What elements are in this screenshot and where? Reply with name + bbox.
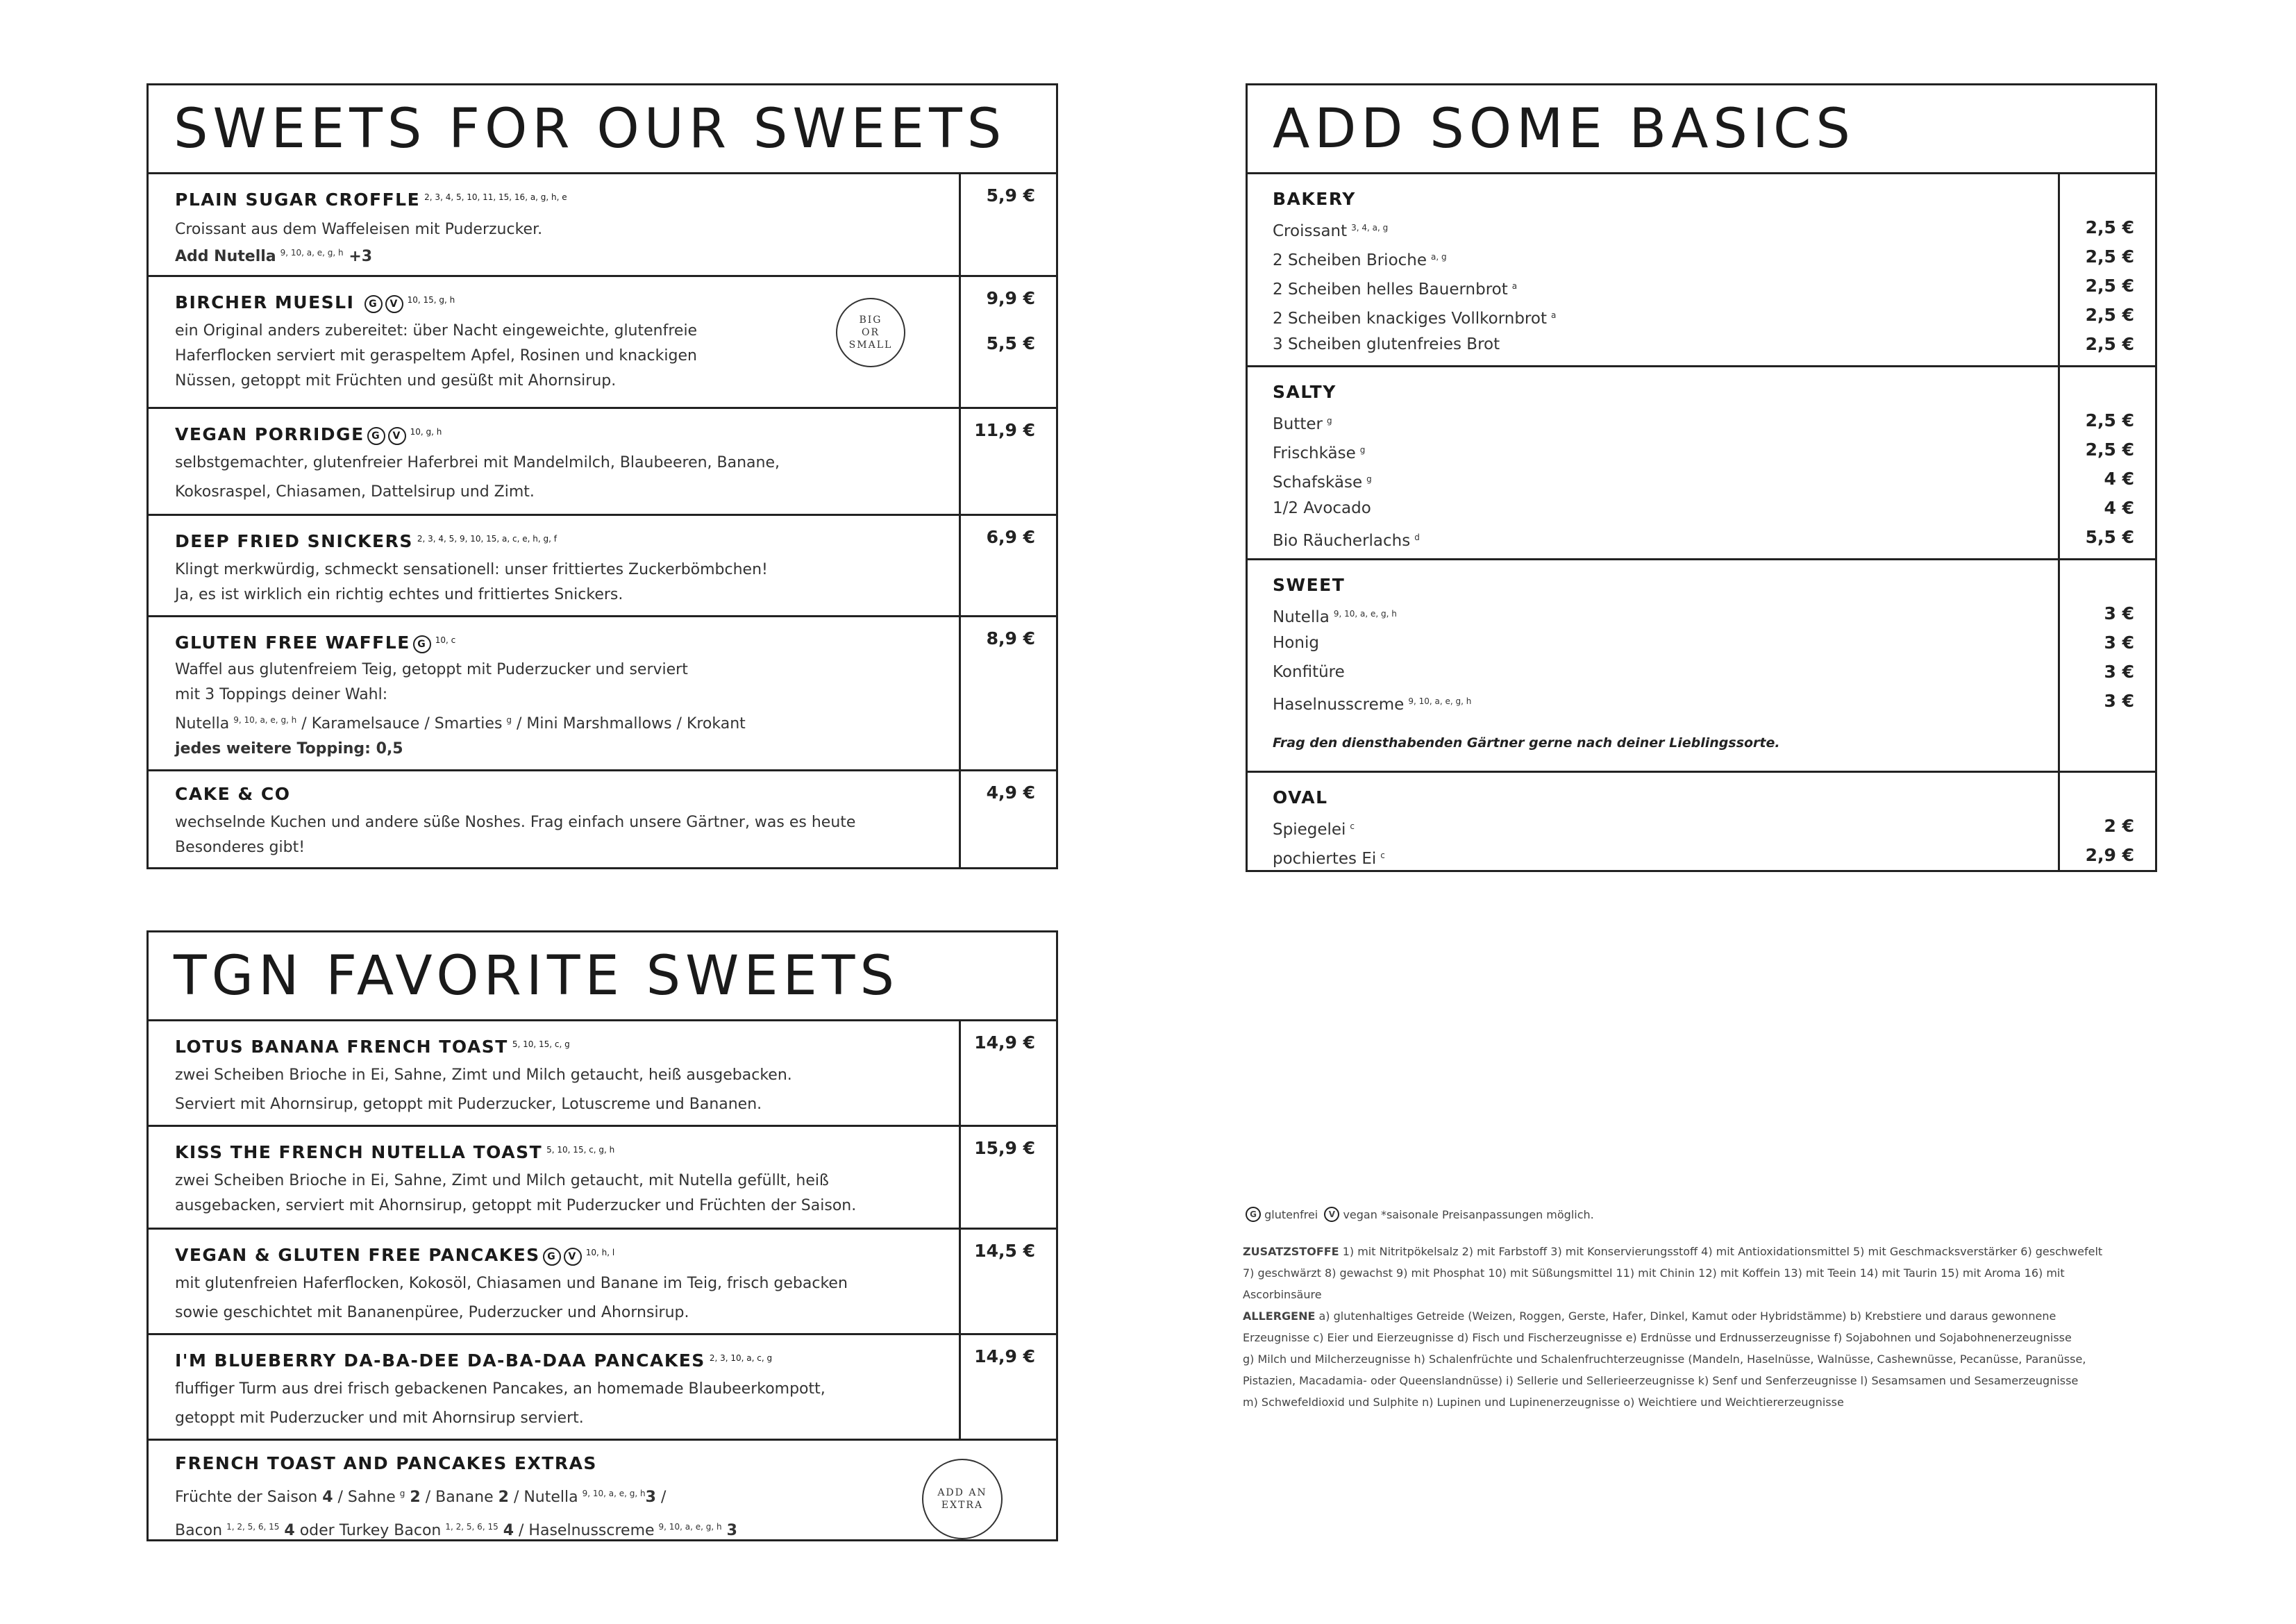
item-desc: getoppt mit Puderzucker und mit Ahornsirup serviert.: [175, 1409, 584, 1427]
section-sweet: [1248, 560, 2155, 773]
item-body: [149, 516, 959, 615]
topping: / Karamelsauce / Smarties: [301, 715, 503, 733]
item-title: [175, 1032, 945, 1059]
allergen-codes: g: [1327, 416, 1332, 426]
item-title: [175, 420, 945, 446]
item-desc: Haferflocken serviert mit geraspeltem Apfel, Rosinen und knackigen: [175, 347, 697, 365]
item-name: Croissant: [1273, 222, 1348, 240]
allergen-codes: a: [1550, 310, 1557, 320]
legend-label: glutenfrei: [1264, 1208, 1318, 1221]
menu-item-lotus-toast: [149, 1021, 1056, 1127]
vegan-icon: V: [385, 295, 403, 313]
item-extra: [175, 242, 945, 267]
item-body: [149, 771, 959, 867]
section-prices: [2058, 773, 2155, 870]
item-desc: selbstgemachter, glutenfreier Haferbrei mit Mandelmilch, Blaubeeren, Banane,: [175, 454, 780, 471]
basic-item: [1273, 330, 2044, 359]
extra-price: 3: [645, 1489, 656, 1506]
item-price: 2,5 €: [2085, 276, 2134, 296]
price-big: 9,9 €: [986, 288, 1035, 308]
item-name: Schafskäse: [1273, 474, 1363, 492]
item-price: 5,9 €: [959, 174, 1056, 275]
item-name: 2 Scheiben Brioche: [1273, 251, 1427, 269]
item-name: BIRCHER MUESLI: [175, 292, 355, 312]
menu-item-croffle: [149, 174, 1056, 277]
section-salty: [1248, 367, 2155, 560]
item-desc: Serviert mit Ahornsirup, getoppt mit Puderzucker, Lotuscreme und Bananen.: [175, 1096, 762, 1113]
legend-key: ZUSATZSTOFFE: [1243, 1245, 1339, 1258]
item-desc: fluffiger Turm aus drei frisch gebackenen Pancakes, an homemade Blaubeerkompott,: [175, 1380, 826, 1398]
item-name: DEEP FRIED SNICKERS: [175, 531, 413, 551]
basics-menu-box: [1246, 83, 2157, 872]
item-body: [149, 409, 959, 514]
basic-item: [1273, 658, 2044, 687]
item-price: 6,9 €: [959, 516, 1056, 615]
basics-title: ADD SOME BASICS: [1248, 85, 2155, 174]
section-bakery: [1248, 174, 2155, 367]
item-price: 3 €: [2104, 603, 2134, 623]
extra-name: Früchte der Saison: [175, 1489, 318, 1506]
allergen-codes: 10, c: [435, 635, 456, 645]
item-name: Butter: [1273, 415, 1323, 433]
section-oval: [1248, 773, 2155, 870]
item-desc: Besonderes gibt!: [175, 839, 305, 856]
item-name: 1/2 Avocado: [1273, 499, 1371, 517]
item-name: Frischkäse: [1273, 444, 1356, 462]
item-price: 2,5 €: [2085, 440, 2134, 460]
gluten-free-icon: G: [413, 635, 431, 653]
allergen-codes: 9, 10, a, e, g, h: [1408, 696, 1472, 706]
item-title: [175, 288, 945, 315]
allergen-codes: g: [506, 715, 512, 725]
extra-price: 4: [503, 1522, 514, 1539]
allergen-codes: 10, h, l: [585, 1248, 615, 1257]
extra-name: / Nutella: [513, 1489, 578, 1506]
allergen-codes: a: [1511, 281, 1518, 291]
item-name: FRENCH TOAST AND PANCAKES EXTRAS: [175, 1453, 597, 1473]
basic-item: [1273, 406, 2044, 435]
item-title: [175, 185, 945, 212]
item-name: GLUTEN FREE WAFFLE: [175, 633, 410, 653]
allergens-line: [1243, 1305, 2145, 1327]
item-name: VEGAN PORRIDGE: [175, 424, 364, 444]
menu-item-cake: [149, 771, 1056, 867]
allergen-codes: 9, 10, a, e, g, h: [658, 1522, 722, 1532]
item-extra: jedes weitere Topping: 0,5: [175, 740, 403, 757]
allergens-line: Erzeugnisse c) Eier und Eierzeugnisse d) Fisch und Fischerzeugnisse e) Erdnüsse und Erdnusserzeugnisse f) Sojabohnen und Sojabohnenerzeugnisse: [1243, 1331, 2072, 1344]
section-title: OVAL: [1273, 787, 1328, 807]
item-body: [149, 1335, 959, 1439]
favorites-title: TGN FAVORITE SWEETS: [149, 932, 1056, 1021]
allergen-codes: 9, 10, a, e, g, h: [233, 715, 297, 725]
allergen-codes: 1, 2, 5, 6, 15: [226, 1522, 280, 1532]
item-name: Konfitüre: [1273, 663, 1345, 681]
basic-item: [1273, 841, 2044, 870]
item-name: Haselnusscreme: [1273, 696, 1405, 714]
item-name: KISS THE FRENCH NUTELLA TOAST: [175, 1142, 543, 1162]
item-price: 2,5 €: [2085, 246, 2134, 267]
allergen-codes: 3, 4, a, g: [1351, 223, 1389, 233]
gluten-free-icon: G: [367, 427, 385, 445]
item-name: CAKE & CO: [175, 784, 291, 804]
item-price: 14,9 €: [959, 1335, 1056, 1439]
item-name: VEGAN & GLUTEN FREE PANCAKES: [175, 1245, 540, 1265]
item-name: PLAIN SUGAR CROFFLE: [175, 190, 421, 210]
allergen-codes: 9, 10, a, e, g, h: [582, 1489, 646, 1498]
basic-item: [1273, 242, 2044, 271]
menu-item-bircher: [149, 277, 1056, 409]
extra-name: / Haselnusscreme: [519, 1522, 655, 1539]
topping: / Mini Marshmallows / Krokant: [517, 715, 746, 733]
allergen-codes: 2, 3, 4, 5, 10, 11, 15, 16, a, g, h, e: [424, 192, 567, 202]
item-name: Bio Räucherlachs: [1273, 532, 1411, 550]
section-title: BAKERY: [1273, 189, 1356, 209]
item-price: 2,5 €: [2085, 305, 2134, 325]
basic-item: [1273, 435, 2044, 464]
allergen-legend: [1243, 1204, 2145, 1413]
additives-line: [1243, 1241, 2145, 1262]
allergen-codes: 10, g, h: [410, 427, 442, 437]
menu-item-waffle: [149, 617, 1056, 771]
item-title: [175, 628, 945, 655]
extra-name: Bacon: [175, 1522, 223, 1539]
allergen-codes: 9, 10, a, e, g, h: [1333, 609, 1397, 619]
topping: Nutella: [175, 715, 230, 733]
item-title: [175, 1138, 945, 1164]
allergen-codes: g: [1359, 445, 1366, 455]
item-name: I'M BLUEBERRY DA-BA-DEE DA-BA-DAA PANCAKES: [175, 1350, 705, 1371]
menu-item-extras: [149, 1441, 1056, 1545]
section-prices: [2058, 367, 2155, 558]
menu-item-snickers: [149, 516, 1056, 617]
stamp-text: EXTRA: [941, 1500, 984, 1511]
item-price: [959, 277, 1056, 407]
item-price: 4 €: [2104, 498, 2134, 518]
item-price: 3 €: [2104, 633, 2134, 653]
menu-item-nutella-toast: [149, 1127, 1056, 1230]
item-name: pochiertes Ei: [1273, 850, 1377, 868]
section-prices: [2058, 174, 2155, 365]
section-prices: [2058, 560, 2155, 771]
basic-item: [1273, 599, 2044, 628]
section-title: SALTY: [1273, 382, 1336, 402]
legend-note: *saisonale Preisanpassungen möglich.: [1380, 1208, 1594, 1221]
allergens-line: Pistazien, Macadamia- oder Queenslandnüsse) i) Sellerie und Sellerieerzeugnisse k) Senf und Senferzeugnisse l) Sesamsamen und Sesamerzeugnisse: [1243, 1374, 2079, 1387]
item-title: [175, 527, 945, 553]
basic-item: [1273, 271, 2044, 301]
section-body: [1248, 367, 2058, 558]
item-desc: Ja, es ist wirklich ein richtig echtes und frittiertes Snickers.: [175, 586, 623, 603]
section-title: SWEET: [1273, 575, 1346, 595]
extra-price: 4: [322, 1489, 333, 1506]
item-price: 2,5 €: [2085, 334, 2134, 354]
item-desc: mit glutenfreien Haferflocken, Kokosöl, Chiasamen und Banane im Teig, frisch gebacken: [175, 1275, 848, 1292]
extra-price: +3: [349, 248, 373, 265]
item-desc: wechselnde Kuchen und andere süße Noshes. Frag einfach unsere Gärtner, was es heute: [175, 814, 856, 831]
symbol-legend: [1243, 1204, 2145, 1225]
basic-item: [1273, 301, 2044, 330]
vegan-icon: V: [564, 1248, 582, 1266]
separator: /: [660, 1489, 667, 1506]
extra-label: Add Nutella: [175, 248, 276, 265]
item-body: [149, 1021, 959, 1125]
gluten-free-icon: G: [543, 1248, 561, 1266]
additives-line: 7) geschwärzt 8) gewachst 9) mit Phosphat 10) mit Süßungsmittel 11) mit Chinin 12) mit Koffein 13) mit Teein 14) mit Taurin 15) mit Aroma 16) mit Ascorbinsäure: [1243, 1266, 2065, 1301]
basic-item: [1273, 464, 2044, 494]
item-price: 2,5 €: [2085, 410, 2134, 430]
gluten-free-icon: G: [1246, 1207, 1261, 1222]
topping-line: [175, 708, 945, 737]
legend-label: vegan: [1343, 1208, 1377, 1221]
sweets-title: SWEETS FOR OUR SWEETS: [149, 85, 1056, 174]
allergen-codes: g: [399, 1489, 405, 1498]
price-small: 5,5 €: [986, 333, 1035, 353]
allergen-codes: c: [1380, 851, 1385, 860]
item-name: Nutella: [1273, 608, 1330, 626]
item-desc: zwei Scheiben Brioche in Ei, Sahne, Zimt und Milch getaucht, mit Nutella gefüllt, heiß: [175, 1172, 829, 1189]
item-body: [149, 1441, 1056, 1545]
item-title: [175, 1241, 945, 1267]
item-desc: sowie geschichtet mit Bananenpüree, Puderzucker und Ahornsirup.: [175, 1304, 689, 1321]
extra-price: 4: [284, 1522, 295, 1539]
basic-item: [1273, 523, 2044, 552]
legend-key: ALLERGENE: [1243, 1309, 1316, 1323]
item-price: 3 €: [2104, 691, 2134, 711]
basic-item: [1273, 213, 2044, 242]
menu-item-porridge: [149, 409, 1056, 516]
item-body: [149, 174, 959, 275]
menu-item-vegan-pancakes: [149, 1230, 1056, 1335]
extras-line-2: [175, 1514, 1056, 1543]
item-title: [175, 1346, 945, 1373]
basic-item: [1273, 494, 2044, 523]
item-desc: Klingt merkwürdig, schmeckt sensationell: unser frittiertes Zuckerbömbchen!: [175, 561, 768, 578]
item-price: 14,9 €: [959, 1021, 1056, 1125]
section-body: [1248, 773, 2058, 870]
allergen-codes: 5, 10, 15, c, g: [512, 1039, 570, 1049]
favorites-menu-box: [146, 930, 1058, 1541]
allergen-codes: g: [1366, 474, 1372, 484]
item-price: 2,5 €: [2085, 217, 2134, 237]
extra-price: 2: [498, 1489, 509, 1506]
gluten-free-icon: G: [364, 295, 383, 313]
item-name: LOTUS BANANA FRENCH TOAST: [175, 1037, 508, 1057]
extra-price: 2: [410, 1489, 421, 1506]
allergen-codes: 9, 10, a, e, g, h: [280, 248, 344, 258]
item-name: 2 Scheiben knackiges Vollkornbrot: [1273, 310, 1547, 328]
allergen-codes: d: [1414, 533, 1420, 542]
item-body: [149, 617, 959, 769]
item-price: 3 €: [2104, 662, 2134, 682]
allergens-line: g) Milch und Milcherzeugnisse h) Schalenfrüchte und Schalenfruchterzeugnisse (Mandeln, Haselnüsse, Walnüsse, Cashewnüsse, Pecanüsse, Paranüsse,: [1243, 1353, 2086, 1366]
item-price: 5,5 €: [2085, 527, 2134, 547]
allergen-codes: 5, 10, 15, c, g, h: [546, 1145, 615, 1155]
item-body: [149, 277, 959, 407]
extra-name: oder Turkey Bacon: [299, 1522, 442, 1539]
item-name: 2 Scheiben helles Bauernbrot: [1273, 281, 1508, 299]
item-name: Honig: [1273, 634, 1319, 652]
allergen-codes: 10, 15, g, h: [407, 295, 455, 305]
allergen-codes: c: [1350, 821, 1355, 831]
extra-name: / Banane: [425, 1489, 494, 1506]
item-desc: mit 3 Toppings deiner Wahl:: [175, 686, 388, 703]
legend-text: 1) mit Nitritpökelsalz 2) mit Farbstoff 3) mit Konservierungsstoff 4) mit Antioxidationsmittel 5) mit Geschmacksverstärker 6) geschwefelt: [1342, 1245, 2103, 1258]
item-price: 15,9 €: [959, 1127, 1056, 1228]
item-name: Spiegelei: [1273, 821, 1346, 839]
basic-item: [1273, 687, 2044, 716]
item-name: 3 Scheiben glutenfreies Brot: [1273, 335, 1500, 353]
allergen-codes: a, g: [1431, 252, 1447, 262]
basic-item: [1273, 812, 2044, 841]
basic-item: [1273, 628, 2044, 658]
item-desc: Kokosraspel, Chiasamen, Dattelsirup und Zimt.: [175, 483, 535, 501]
section-body: [1248, 174, 2058, 365]
big-or-small-stamp: [836, 298, 905, 367]
item-body: [149, 1230, 959, 1333]
item-desc: ausgebacken, serviert mit Ahornsirup, getoppt mit Puderzucker und Früchten der Saison.: [175, 1197, 857, 1214]
item-price: 2,9 €: [2085, 845, 2134, 865]
allergens-line: m) Schwefeldioxid und Sulphite n) Lupinen und Lupinenerzeugnisse o) Weichtiere und Weichtiererzeugnisse: [1243, 1396, 1844, 1409]
item-body: [149, 1127, 959, 1228]
add-an-extra-stamp: [922, 1459, 1003, 1539]
item-price: 8,9 €: [959, 617, 1056, 769]
item-desc: Croissant aus dem Waffeleisen mit Puderzucker.: [175, 221, 543, 238]
stamp-text: ADD AN: [937, 1487, 987, 1498]
item-price: 11,9 €: [959, 409, 1056, 514]
allergen-codes: 2, 3, 10, a, c, g: [709, 1353, 773, 1363]
stamp-text: OR: [861, 327, 880, 338]
item-desc: zwei Scheiben Brioche in Ei, Sahne, Zimt und Milch getaucht, heiß ausgebacken.: [175, 1066, 792, 1084]
allergen-codes: 2, 3, 4, 5, 9, 10, 15, a, c, e, h, g, f: [417, 534, 557, 544]
extra-name: / Sahne: [337, 1489, 396, 1506]
item-title: [175, 782, 945, 806]
item-desc: Waffel aus glutenfreiem Teig, getoppt mit Puderzucker und serviert: [175, 661, 688, 678]
stamp-text: SMALL: [848, 340, 893, 351]
allergen-codes: 1, 2, 5, 6, 15: [445, 1522, 498, 1532]
item-desc: Nüssen, getoppt mit Früchten und gesüßt mit Ahornsirup.: [175, 372, 617, 390]
section-body: [1248, 560, 2058, 771]
stamp-text: BIG: [859, 315, 882, 326]
item-desc: ein Original anders zubereitet: über Nacht eingeweichte, glutenfreie: [175, 322, 698, 340]
item-price: 14,5 €: [959, 1230, 1056, 1333]
extra-price: 3: [726, 1522, 737, 1539]
item-title: [175, 1452, 1056, 1475]
section-note: Frag den diensthabenden Gärtner gerne nach deiner Lieblingssorte.: [1273, 735, 1780, 751]
item-price: 4 €: [2104, 469, 2134, 489]
vegan-icon: V: [388, 427, 406, 445]
item-price: 4,9 €: [959, 771, 1056, 867]
item-price: 2 €: [2104, 816, 2134, 836]
legend-text: a) glutenhaltiges Getreide (Weizen, Roggen, Gerste, Hafer, Dinkel, Kamut oder Hybridstämme) b) Krebstiere und daraus gewonnene: [1318, 1309, 2056, 1323]
sweets-menu-box: [146, 83, 1058, 869]
menu-item-blueberry-pancakes: [149, 1335, 1056, 1441]
vegan-icon: V: [1324, 1207, 1339, 1222]
